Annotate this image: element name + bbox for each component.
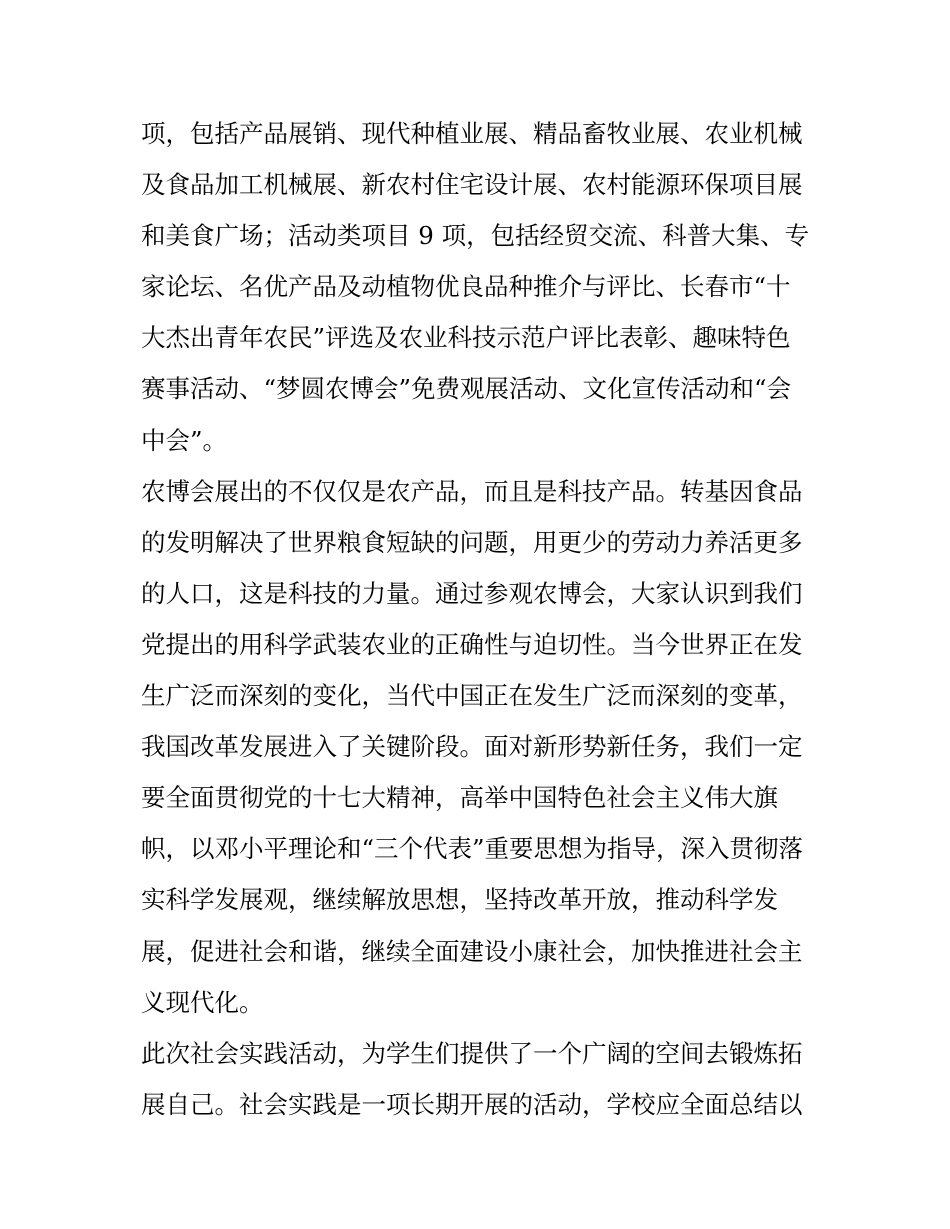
text-line: 展，促进社会和谐，继续全面建设小康社会，加快推进社会主 — [141, 936, 803, 966]
text-line: 项，包括产品展销、现代种植业展、精品畜牧业展、农业机械 — [141, 119, 803, 148]
text-line: 赛事活动、“梦圆农博会”免费观展活动、文化宣传活动和“会 — [141, 374, 792, 404]
text-line: 家论坛、名优产品及动植物优良品种推介与评比、长春市“十 — [141, 272, 791, 302]
text-line: 我国改革发展进入了关键阶段。面对新形势新任务，我们一定 — [141, 732, 803, 762]
text-line: 生广泛而深刻的变化，当代中国正在发生广泛而深刻的变革， — [141, 681, 803, 711]
text-line: 的人口，这是科技的力量。通过参观农博会，大家认识到我们 — [141, 578, 803, 608]
text-line: 实科学发展观，继续解放思想，坚持改革开放，推动科学发 — [141, 885, 778, 915]
text-line: 农博会展出的不仅仅是农产品，而且是科技产品。转基因食品 — [141, 476, 803, 506]
text-line: 和美食广场；活动类项目 9 项，包括经贸交流、科普大集、专 — [141, 221, 810, 251]
text-line: 此次社会实践活动，为学生们提供了一个广阔的空间去锻炼拓 — [141, 1038, 803, 1068]
body-text — [141, 108, 816, 1130]
text-line: 义现代化。 — [141, 987, 264, 1017]
text-line: 要全面贯彻党的十七大精神，高举中国特色社会主义伟大旗 — [141, 783, 778, 813]
text-line: 展自己。社会实践是一项长期开展的活动，学校应全面总结以 — [141, 1089, 803, 1119]
text-line: 帜，以邓小平理论和“三个代表”重要思想为指导，深入贯彻落 — [141, 834, 804, 864]
text-line: 党提出的用科学武装农业的正确性与迫切性。当今世界正在发 — [141, 629, 803, 659]
text-line: 的发明解决了世界粮食短缺的问题，用更少的劳动力养活更多 — [141, 527, 803, 557]
text-line: 中会”。 — [141, 425, 228, 455]
text-line: 及食品加工机械展、新农村住宅设计展、农村能源环保项目展 — [141, 170, 803, 200]
text-line: 大杰出青年农民”评选及农业科技示范户评比表彰、趣味特色 — [141, 323, 791, 353]
